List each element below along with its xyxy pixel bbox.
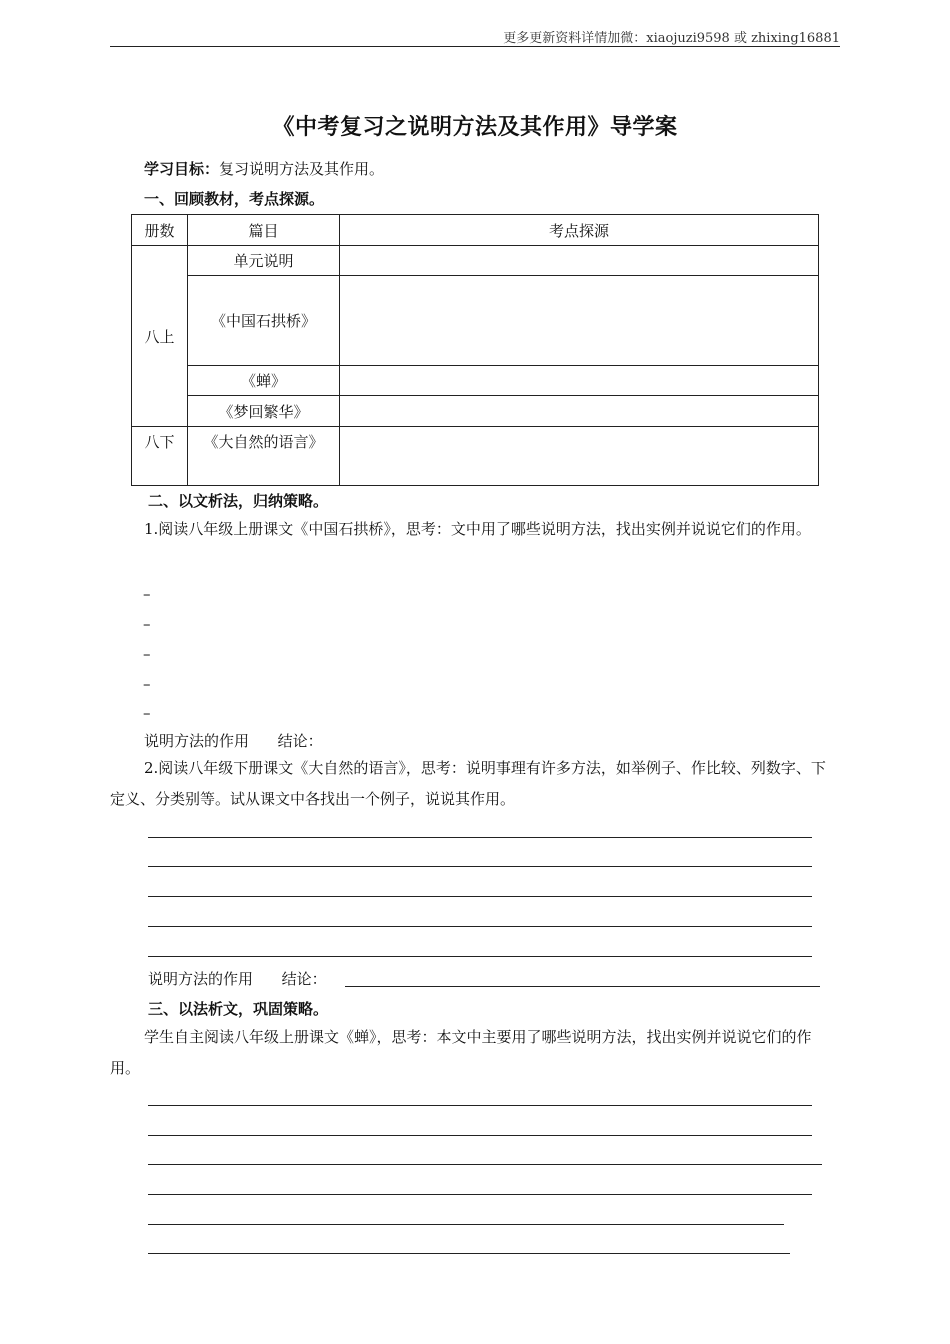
question-1: 1.阅读八年级上册课文《中国石拱桥》，思考：文中用了哪些说明方法，找出实例并说说它们的作用。 [144,520,811,538]
answer-line[interactable] [148,956,812,957]
answer-line[interactable] [148,1253,790,1254]
header-note: 更多更新资料详情加微：xiaojuzi9598 或 zhixing16881 [503,31,840,46]
answer-line[interactable] [148,866,812,867]
question-3: 学生自主阅读八年级上册课文《蝉》，思考：本文中主要用了哪些说明方法，找出实例并说说它们的作用。 [110,1028,812,1077]
table-row [132,276,819,366]
title-cell: 单元说明 [188,246,340,276]
header-cell-title: 篇目 [188,215,340,246]
conclusion-1: 说明方法的作用 结论： [144,732,323,750]
answer-line[interactable] [148,1105,812,1106]
section1-heading: 一、回顾教材，考点探源。 [144,190,325,208]
title-cell: 《大自然的语言》 [188,427,340,486]
answer-line[interactable] [148,1164,822,1165]
answer-line[interactable] [148,926,812,927]
title-cell: 《中国石拱桥》 [188,276,340,366]
answer-line[interactable] [148,837,812,838]
header-divider [110,46,840,47]
table-row [132,366,819,396]
answer-dash: – [143,704,151,722]
answer-dash: – [143,675,151,693]
title-cell: 《梦回繁华》 [188,396,340,427]
answer-cell[interactable] [340,366,819,396]
table-row [132,427,819,486]
answer-dash: – [143,615,151,633]
answer-dash: – [143,585,151,603]
conclusion-2: 说明方法的作用 结论： [148,970,327,988]
review-table [131,214,819,486]
section2-heading: 二、以文析法，归纳策略。 [148,492,329,510]
learning-goal-text: 复习说明方法及其作用。 [219,160,385,178]
conclusion-answer-line[interactable] [345,986,820,987]
learning-goal-label: 学习目标： [144,160,220,178]
answer-line[interactable] [148,1135,812,1136]
answer-line[interactable] [148,1224,784,1225]
section3-heading: 三、以法析文，巩固策略。 [148,1000,329,1018]
answer-dash: – [143,645,151,663]
volume-cell: 八上 [132,246,188,427]
answer-cell[interactable] [340,276,819,366]
answer-cell[interactable] [340,246,819,276]
answer-line[interactable] [148,896,812,897]
table-header-row [132,215,819,246]
answer-cell[interactable] [340,396,819,427]
table-row [132,246,819,276]
header-cell-points: 考点探源 [340,215,819,246]
answer-cell[interactable] [340,427,819,486]
answer-line[interactable] [148,1194,812,1195]
page-title: 《中考复习之说明方法及其作用》导学案 [272,115,678,140]
volume-cell: 八下 [132,427,188,486]
title-cell: 《蝉》 [188,366,340,396]
table-row [132,396,819,427]
learning-goal [144,158,384,179]
header-cell-volume: 册数 [132,215,188,246]
question-2: 2.阅读八年级下册课文《大自然的语言》，思考：说明事理有许多方法，如举例子、作比较、列数字、下定义、分类别等。试从课文中各找出一个例子，说说其作用。 [110,759,826,808]
